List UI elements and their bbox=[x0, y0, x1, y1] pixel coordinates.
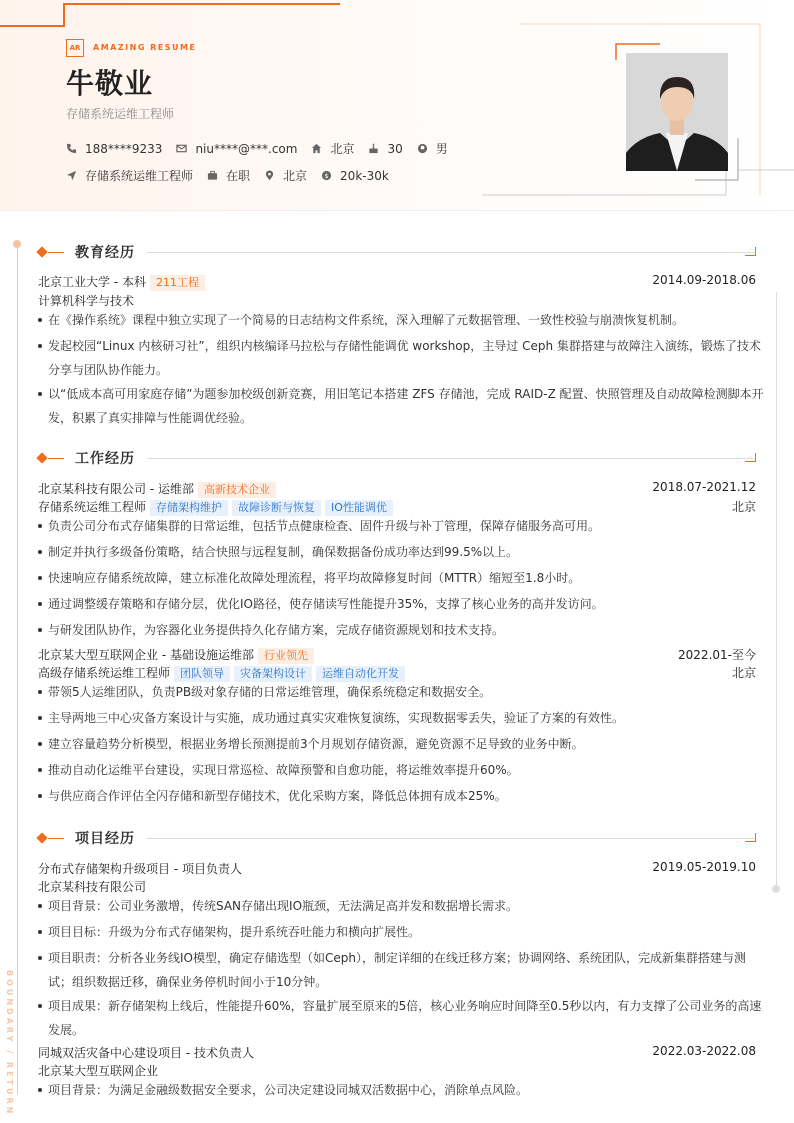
skill-tag: IO性能调优 bbox=[325, 500, 393, 516]
list-item: 项目职责：分析各业务线IO模型，确定存储选型（如Ceph），制定详细的在线迁移方案；协调网络、系统团队，完成新集群搭建与测试；组织数据迁移，确保业务停机时间小于10分钟。 bbox=[38, 946, 766, 994]
list-item: 带领5人运维团队，负责PB级对象存储的日常运维管理，确保系统稳定和数据安全。 bbox=[38, 680, 766, 704]
intent-status bbox=[207, 167, 250, 184]
list-item: 建立容量趋势分析模型，根据业务增长预测提前3个月规划存储资源，避免资源不足导致的业务中断。 bbox=[38, 732, 766, 756]
intent-city bbox=[264, 167, 307, 184]
project-org: 北京某科技有限公司 bbox=[38, 880, 147, 894]
timeline-line bbox=[17, 244, 18, 1094]
diamond-icon bbox=[36, 452, 47, 463]
list-item: 以“低成本高可用家庭存储”为题参加校级创新竞赛，用旧笔记本搭建 ZFS 存储池，完成 RAID-Z 配置、快照管理及自动故障检测脚本开发，积累了真实排障与性能调优经验。 bbox=[38, 382, 766, 430]
skill-tag: 团队领导 bbox=[174, 666, 230, 682]
mail-icon bbox=[176, 143, 187, 154]
candidate-name: 牛敬业 bbox=[66, 67, 154, 100]
section-work-header bbox=[38, 449, 756, 467]
list-item: 推动自动化运维平台建设，实现日常巡检、故障预警和自愈功能，将运维效率提升60%。 bbox=[38, 758, 766, 782]
location-pin-icon bbox=[264, 170, 275, 181]
intent-salary-text: 20k-30k bbox=[340, 168, 389, 183]
list-item: 通过调整缓存策略和存储分层，优化IO路径，使存储读写性能提升35%，支撑了核心业务的高并发访问。 bbox=[38, 592, 766, 616]
list-item: 与研发团队协作，为容器化业务提供持久化存储方案，完成存储资源规划和技术支持。 bbox=[38, 618, 766, 642]
email-text: niu****@***.com bbox=[195, 141, 298, 156]
contact-age bbox=[368, 142, 402, 156]
job-title: 存储系统运维工程师 bbox=[66, 107, 175, 121]
job-city: 北京 bbox=[731, 666, 756, 680]
project-row bbox=[38, 1044, 756, 1061]
list-item: 发起校园“Linux 内核研习社”，组织内核编译马拉松与存储性能调优 workshop，主导过 Ceph 集群搭建与故障注入演练，锻炼了技术分享与团队协作能力。 bbox=[38, 334, 766, 382]
contact-phone bbox=[66, 142, 162, 156]
section-title: 工作经历 bbox=[75, 451, 135, 467]
list-item: 项目目标：升级为分布式存储架构，提升系统吞吐能力和横向扩展性。 bbox=[38, 920, 766, 944]
intent-position-text: 存储系统运维工程师 bbox=[85, 169, 194, 183]
skill-tag: 存储架构维护 bbox=[150, 500, 228, 516]
job-position: 存储系统运维工程师 bbox=[38, 500, 147, 514]
list-item: 制定并执行多级备份策略，结合快照与远程复制，确保数据备份成功率达到99.5%以上。 bbox=[38, 540, 766, 564]
contact-row bbox=[66, 140, 462, 157]
company-badge: 行业领先 bbox=[258, 648, 314, 664]
right-rule bbox=[776, 292, 777, 892]
right-rule-dot bbox=[772, 885, 780, 893]
job-date: 2018.07-2021.12 bbox=[652, 480, 756, 494]
list-item: 项目背景：为满足金融级数据安全要求，公司决定建设同城双活数据中心，消除单点风险。 bbox=[38, 1078, 766, 1102]
home-text: 北京 bbox=[330, 142, 355, 156]
svg-text:$: $ bbox=[324, 171, 329, 180]
section-title: 教育经历 bbox=[75, 245, 135, 261]
home-icon bbox=[311, 143, 322, 154]
diamond-icon bbox=[36, 246, 47, 257]
list-item: 项目成果：新存储架构上线后，性能提升60%，容量扩展至原来的5倍，核心业务响应时间降至0.5秒以内，有力支撑了公司业务的高速发展。 bbox=[38, 994, 766, 1042]
contact-home bbox=[311, 140, 354, 157]
job-date: 2022.01-至今 bbox=[678, 648, 756, 662]
skill-tag: 故障诊断与恢复 bbox=[232, 500, 321, 516]
job-city: 北京 bbox=[731, 500, 756, 514]
job-row bbox=[38, 480, 756, 498]
project-date: 2019.05-2019.10 bbox=[652, 860, 756, 874]
job-position: 高级存储系统运维工程师 bbox=[38, 666, 171, 680]
company-badge: 高新技术企业 bbox=[198, 482, 276, 498]
project-date: 2022.03-2022.08 bbox=[652, 1044, 756, 1058]
intent-city-text: 北京 bbox=[283, 169, 308, 183]
list-item: 在《操作系统》课程中独立实现了一个简易的日志结构文件系统，深入理解了元数据管理、一致性校验与崩溃恢复机制。 bbox=[38, 308, 766, 332]
tagline: AMAZING RESUME bbox=[93, 43, 197, 52]
list-item: 主导两地三中心灾备方案设计与实施，成功通过真实灾难恢复演练，实现数据零丢失，验证了方案的有效性。 bbox=[38, 706, 766, 730]
diamond-icon bbox=[36, 832, 47, 843]
corner-bracket-icon bbox=[745, 833, 756, 842]
corner-bracket-icon bbox=[745, 453, 756, 462]
school-name: 北京工业大学 - 本科 bbox=[38, 275, 146, 289]
school-badge: 211工程 bbox=[150, 275, 205, 291]
send-icon bbox=[66, 170, 77, 181]
skill-tag: 运维自动化开发 bbox=[316, 666, 405, 682]
project-name: 分布式存储架构升级项目 - 项目负责人 bbox=[38, 862, 242, 876]
education-date: 2014.09-2018.06 bbox=[652, 273, 756, 287]
logo-mark: AR bbox=[66, 39, 84, 57]
resume-header bbox=[0, 0, 794, 211]
section-education-header bbox=[38, 243, 756, 261]
phone-icon bbox=[66, 143, 77, 154]
money-icon bbox=[321, 170, 332, 181]
skill-tag: 灾备架构设计 bbox=[234, 666, 312, 682]
gender-text: 男 bbox=[435, 142, 448, 156]
list-item: 项目背景：公司业务激增，传统SAN存储出现IO瓶颈，无法满足高并发和数据增长需求。 bbox=[38, 894, 766, 918]
gender-icon bbox=[417, 143, 428, 154]
age-text: 30 bbox=[387, 141, 403, 156]
contact-gender bbox=[417, 140, 448, 157]
corner-bracket-icon bbox=[745, 247, 756, 256]
education-row bbox=[38, 273, 756, 291]
intent-status-text: 在职 bbox=[226, 169, 251, 183]
phone-text: 188****9233 bbox=[85, 141, 163, 156]
intent-position bbox=[66, 167, 193, 184]
cake-icon bbox=[368, 143, 379, 154]
corner-line-decoration bbox=[0, 0, 345, 30]
project-org: 北京某大型互联网企业 bbox=[38, 1064, 159, 1078]
contact-email bbox=[176, 142, 297, 156]
list-item: 快速响应存储系统故障，建立标准化故障处理流程，将平均故障修复时间（MTTR）缩短至1.8小时。 bbox=[38, 566, 766, 590]
intent-row bbox=[66, 167, 403, 184]
side-vertical-text: BOUNDARY / RETURN bbox=[5, 970, 14, 1117]
company-name: 北京某大型互联网企业 - 基础设施运维部 bbox=[38, 648, 254, 662]
avatar bbox=[626, 53, 728, 171]
job-row bbox=[38, 646, 756, 664]
list-item: 与供应商合作评估全闪存储和新型存储技术，优化采购方案，降低总体拥有成本25%。 bbox=[38, 784, 766, 808]
intent-salary bbox=[321, 169, 389, 183]
profile-photo bbox=[626, 53, 728, 171]
list-item: 负责公司分布式存储集群的日常运维，包括节点健康检查、固件升级与补丁管理，保障存储服务高可用。 bbox=[38, 514, 766, 538]
company-name: 北京某科技有限公司 - 运维部 bbox=[38, 482, 194, 496]
section-projects-header bbox=[38, 829, 756, 847]
education-major: 计算机科学与技术 bbox=[38, 294, 135, 308]
section-title: 项目经历 bbox=[75, 831, 135, 847]
project-name: 同城双活灾备中心建设项目 - 技术负责人 bbox=[38, 1046, 254, 1060]
project-row bbox=[38, 860, 756, 877]
briefcase-icon bbox=[207, 170, 218, 181]
